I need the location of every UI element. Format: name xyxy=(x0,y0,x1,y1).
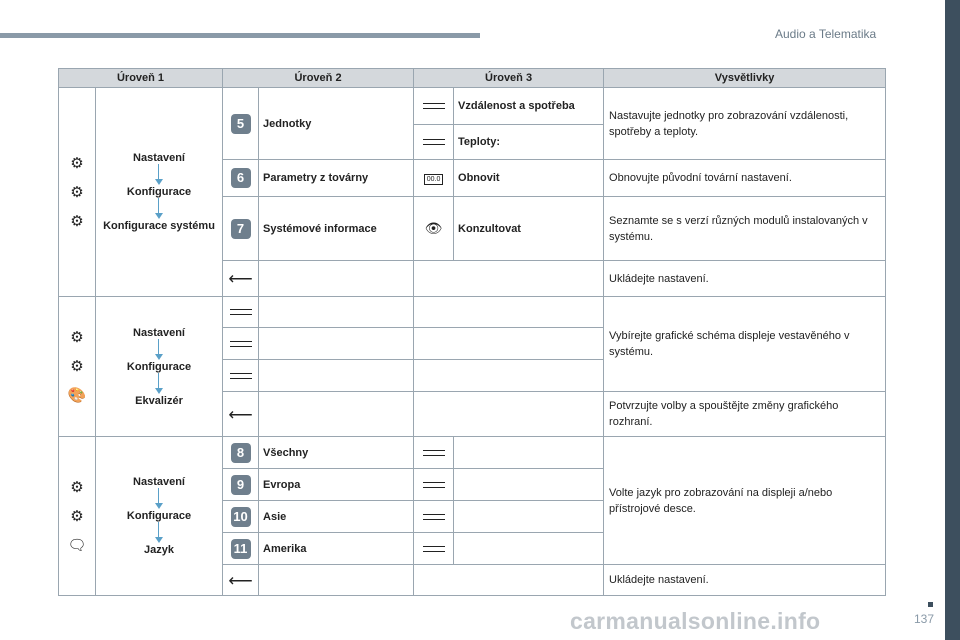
level1-icons xyxy=(59,437,96,596)
step-number-badge: 6 xyxy=(231,168,251,188)
gear-icon: ⚙ xyxy=(70,154,84,172)
level2-path xyxy=(96,437,223,596)
back-arrow-icon: ⟵ xyxy=(228,570,253,590)
down-arrow-icon xyxy=(155,164,163,186)
path-item: Jazyk xyxy=(144,544,174,556)
step-number-badge: 8 xyxy=(231,443,251,463)
back-arrow-icon: ⟵ xyxy=(228,269,253,288)
down-arrow-icon xyxy=(155,339,163,361)
config-gear-icon: ⚙ xyxy=(70,507,84,525)
header-explanations: Vysvětlivky xyxy=(604,69,886,88)
gear-icon: ⚙ xyxy=(70,329,84,346)
explanation: Potvrzujte volby a spouštějte změny grafického rozhraní. xyxy=(604,392,886,437)
level1-icons xyxy=(59,88,96,297)
config-gear-icon: ⚙ xyxy=(70,358,84,375)
explanation: Ukládejte nastavení. xyxy=(604,565,886,596)
explanation: Seznamte se s verzí různých modulů instalovaných v systému. xyxy=(604,197,886,261)
page-number: 137 xyxy=(914,612,935,626)
path-item: Nastavení xyxy=(133,326,185,339)
level2-path xyxy=(96,297,223,437)
config-gear-icon: ⚙ xyxy=(70,212,84,230)
reset-icon: 00.0 xyxy=(424,174,444,185)
path-item: Konfigurace xyxy=(126,360,192,373)
page-marker xyxy=(928,602,933,607)
path-item: Nastavení xyxy=(133,476,185,488)
down-arrow-icon xyxy=(155,522,163,544)
right-sidebar-strip xyxy=(945,0,960,640)
step-number-badge: 10 xyxy=(231,507,251,527)
header-level3: Úroveň 3 xyxy=(414,69,604,88)
menu-label: Všechny xyxy=(259,437,414,469)
bar-icon xyxy=(423,103,445,109)
palette-icon: 🎨 xyxy=(67,387,87,404)
level2-path xyxy=(96,88,223,297)
explanation: Nastavujte jednotky pro zobrazování vzdálenosti, spotřeby a teploty. xyxy=(604,88,886,160)
menu-label: Evropa xyxy=(259,469,414,501)
table-row xyxy=(59,297,886,328)
submenu-label: Vzdálenost a spotřeba xyxy=(454,88,604,125)
path-item: Konfigurace systému xyxy=(103,220,215,232)
down-arrow-icon xyxy=(155,198,163,220)
bar-icon xyxy=(423,514,445,520)
down-arrow-icon xyxy=(155,488,163,510)
explanation: Obnovujte původní tovární nastavení. xyxy=(604,160,886,197)
header-level2: Úroveň 2 xyxy=(223,69,414,88)
explanation: Volte jazyk pro zobrazování na displeji a/nebo přístrojové desce. xyxy=(604,437,886,565)
path-item: Konfigurace xyxy=(126,510,192,522)
settings-table xyxy=(58,68,886,596)
step-number-badge: 5 xyxy=(231,114,251,134)
language-icon: 🗨 xyxy=(67,536,87,554)
submenu-label: Obnovit xyxy=(454,160,604,197)
back-arrow-icon: ⟵ xyxy=(228,404,253,424)
explanation: Ukládejte nastavení. xyxy=(604,261,886,297)
menu-label: Parametry z továrny xyxy=(259,160,414,197)
menu-label: Amerika xyxy=(259,533,414,565)
bar-icon xyxy=(423,546,445,552)
path-item: Nastavení xyxy=(133,152,185,164)
eye-icon: 👁 xyxy=(424,220,443,236)
section-title: Audio a Telematika xyxy=(775,27,877,41)
header-level1: Úroveň 1 xyxy=(59,69,223,88)
down-arrow-icon xyxy=(155,373,163,395)
path-item: Konfigurace xyxy=(126,186,192,198)
config-gear-icon: ⚙ xyxy=(70,183,84,201)
menu-label: Asie xyxy=(259,501,414,533)
menu-label: Systémové informace xyxy=(259,197,414,261)
menu-label: Jednotky xyxy=(259,88,414,160)
step-number-badge: 11 xyxy=(231,539,251,559)
bar-icon xyxy=(230,309,252,315)
path-item: Ekvalizér xyxy=(135,394,183,407)
top-accent-bar xyxy=(0,33,480,38)
table-row xyxy=(59,88,886,125)
bar-icon xyxy=(423,450,445,456)
level1-icons xyxy=(59,297,96,437)
bar-icon xyxy=(423,482,445,488)
gear-icon: ⚙ xyxy=(70,478,84,496)
bar-icon xyxy=(230,373,252,379)
submenu-label: Teploty: xyxy=(454,125,604,160)
explanation: Vybírejte grafické schéma displeje vestavěného v systému. xyxy=(604,297,886,392)
step-number-badge: 9 xyxy=(231,475,251,495)
table-header-row xyxy=(59,69,886,88)
step-number-badge: 7 xyxy=(231,219,251,239)
watermark: carmanualsonline.info xyxy=(570,608,821,634)
submenu-label: Konzultovat xyxy=(454,197,604,261)
bar-icon xyxy=(423,139,445,145)
bar-icon xyxy=(230,341,252,347)
table-row xyxy=(59,437,886,469)
